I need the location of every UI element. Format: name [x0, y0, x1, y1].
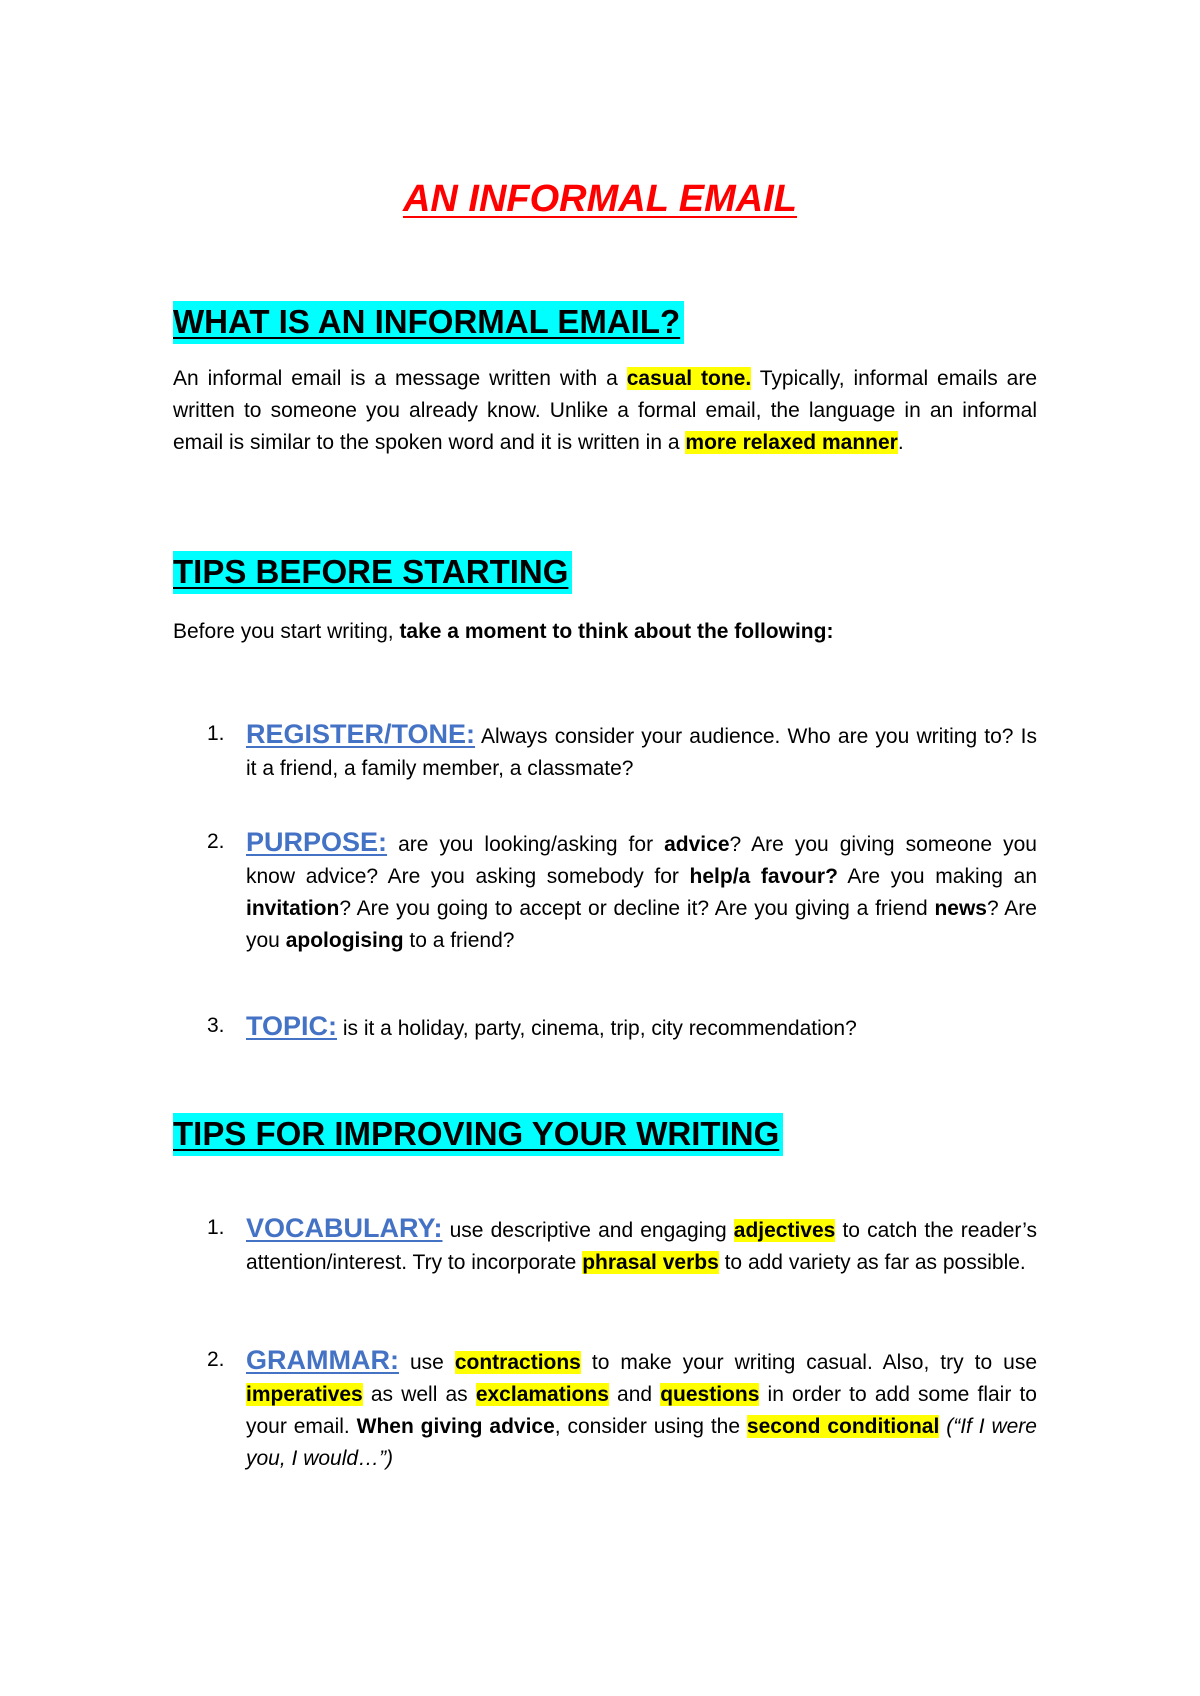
purpose-text-2: ? Are you giving someone you know advice? Are you asking somebody for — [246, 833, 1037, 888]
vocabulary-text-2: to catch the reader’s attention/interest. Try to incorporate — [246, 1219, 1037, 1274]
purpose-bold-apologising: apologising — [285, 929, 404, 952]
list-item-register — [173, 718, 1037, 785]
heading-tips-improving-text: TIPS FOR IMPROVING YOUR WRITING — [173, 1113, 783, 1156]
highlight-exclamations: exclamations — [475, 1383, 609, 1406]
highlight-second-conditional: second conditional — [746, 1415, 940, 1438]
highlight-imperatives: imperatives — [246, 1383, 363, 1406]
topic-text: is it a holiday, party, cinema, trip, city recommendation? — [337, 1017, 857, 1040]
grammar-text-5: in order to add some flair to your email. — [246, 1383, 1037, 1438]
grammar-italic-example: (“If I were you, I would…”) — [246, 1415, 1037, 1470]
purpose-text-3: Are you making an — [837, 865, 1037, 888]
grammar-text-6: , consider using the — [554, 1415, 747, 1438]
vocabulary-text-1: use descriptive and engaging — [442, 1219, 734, 1242]
purpose-text-5: ? Are you — [246, 897, 1037, 952]
keyword-register-tone: REGISTER/TONE: — [246, 719, 476, 749]
list-item-purpose — [173, 826, 1037, 957]
heading-what-is — [173, 300, 684, 344]
list-number: 1. — [207, 1216, 225, 1239]
highlight-relaxed-manner: more relaxed manner — [685, 431, 898, 454]
definition-text-1: An informal email is a message written with a — [173, 367, 627, 390]
grammar-text-2: to make your writing casual. Also, try to use — [580, 1351, 1037, 1374]
purpose-bold-help: help/a favour? — [689, 865, 838, 888]
register-text: Always consider your audience. Who are you writing to? Is it a friend, a family member, a classmate? — [246, 725, 1037, 780]
keyword-topic: TOPIC: — [246, 1011, 338, 1041]
highlight-phrasal-verbs: phrasal verbs — [582, 1251, 719, 1274]
highlight-adjectives: adjectives — [733, 1219, 836, 1242]
definition-text-2: Typically, informal emails are written to someone you already know. Unlike a formal email, the language in an informal email is similar to the spoken word and it is written in a — [173, 367, 1038, 454]
list-item-vocabulary — [173, 1212, 1037, 1279]
keyword-purpose: PURPOSE: — [246, 827, 388, 857]
heading-tips-before-text: TIPS BEFORE STARTING — [173, 551, 572, 594]
list-item-grammar — [173, 1344, 1037, 1475]
keyword-grammar: GRAMMAR: — [246, 1345, 399, 1375]
grammar-text-1: use — [398, 1351, 455, 1374]
highlight-contractions: contractions — [454, 1351, 581, 1374]
paragraph-before-intro — [173, 616, 1037, 648]
purpose-text-6: to a friend? — [403, 929, 515, 952]
document-title: AN INFORMAL EMAIL — [402, 178, 798, 220]
list-item-topic — [173, 1010, 1037, 1045]
highlight-casual-tone: casual tone. — [626, 367, 752, 390]
purpose-bold-advice: advice — [664, 833, 730, 856]
grammar-text-4: and — [608, 1383, 661, 1406]
list-number: 1. — [207, 722, 225, 745]
list-number: 3. — [207, 1014, 225, 1037]
paragraph-definition — [173, 363, 1037, 459]
purpose-text-1: are you looking/asking for — [387, 833, 665, 856]
keyword-vocabulary: VOCABULARY: — [246, 1213, 443, 1243]
list-number: 2. — [207, 830, 225, 853]
highlight-questions: questions — [660, 1383, 760, 1406]
heading-tips-before — [173, 550, 572, 594]
heading-what-is-text: WHAT IS AN INFORMAL EMAIL? — [173, 301, 684, 344]
list-number: 2. — [207, 1348, 225, 1371]
intro-plain-text: Before you start writing, — [173, 620, 400, 643]
intro-bold-text: take a moment to think about the following: — [399, 620, 834, 643]
purpose-bold-news: news — [934, 897, 987, 920]
vocabulary-text-3: to add variety as far as possible. — [718, 1251, 1026, 1274]
purpose-text-4: ? Are you going to accept or decline it? Are you giving a friend — [339, 897, 935, 920]
purpose-bold-invitation: invitation — [246, 897, 340, 920]
definition-text-3: . — [897, 431, 904, 454]
heading-tips-improving — [173, 1112, 783, 1156]
grammar-bold-giving-advice: When giving advice — [356, 1415, 555, 1438]
grammar-text-3: as well as — [362, 1383, 476, 1406]
